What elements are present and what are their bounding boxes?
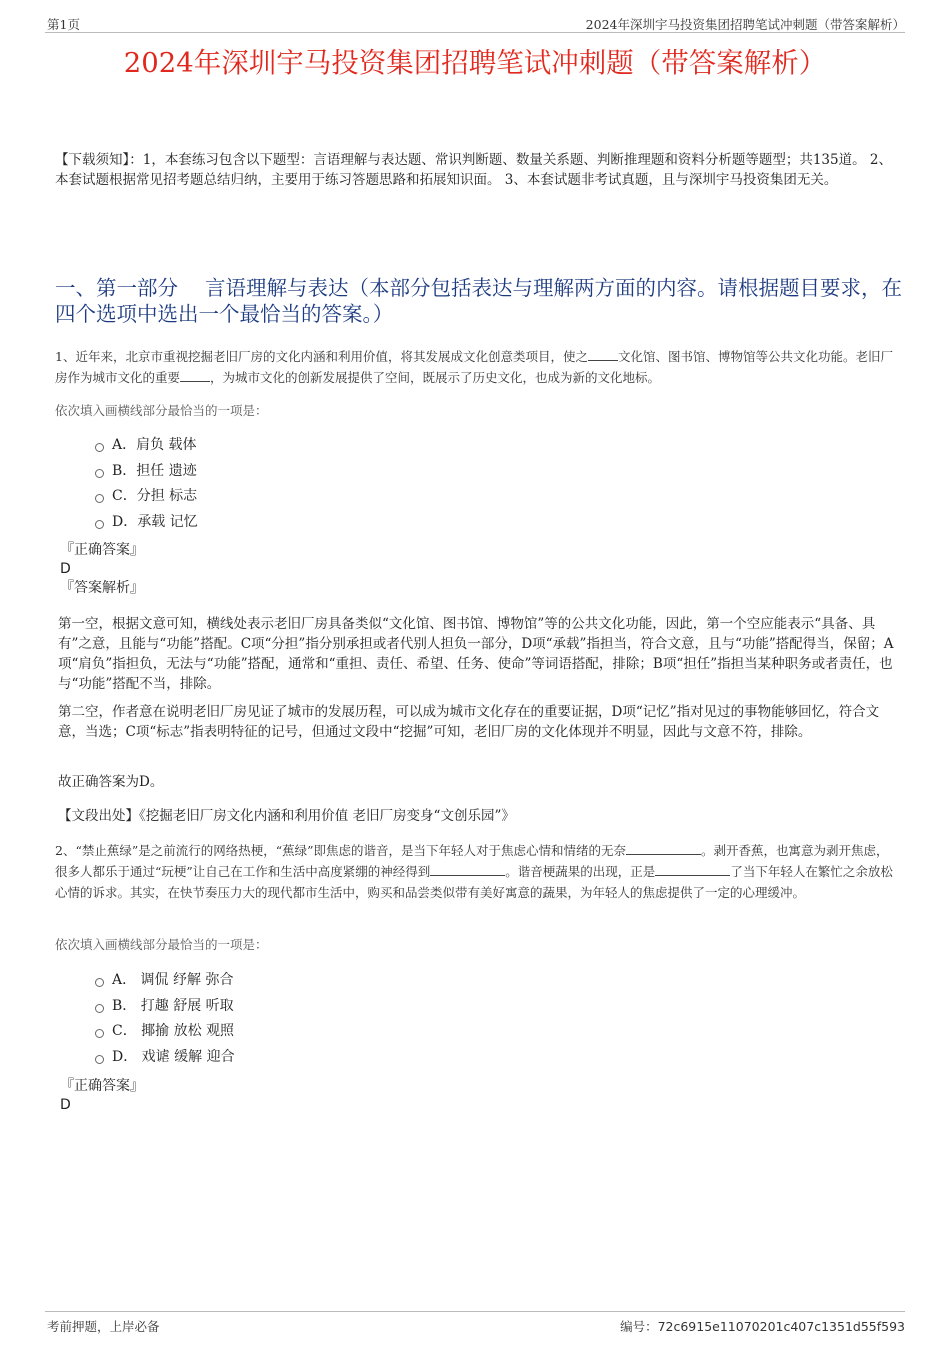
- question-1-options: [95, 433, 198, 535]
- answer-blank: [180, 369, 210, 382]
- answer-label: 『正确答案』: [60, 1078, 144, 1094]
- radio-icon[interactable]: [95, 1055, 104, 1064]
- page-header: [45, 12, 905, 33]
- download-notice: 【下载须知】：1，本套练习包含以下题型：言语理解与表达题、常识判断题、数量关系题、判断推理题和资料分析题等题型；共135道。 2、本套试题根据常见招考题总结归纳，主要用于练习答题思路和拓展知识面。 3、本套试题非考试真题，且与深圳宇马投资集团无关。: [55, 152, 892, 188]
- answer-blank: [588, 348, 618, 361]
- radio-icon[interactable]: [95, 494, 104, 503]
- analysis-paragraph: 第一空，根据文意可知，横线处表示老旧厂房具备类似“文化馆、图书馆、博物馆”等的公共文化功能，因此，第一个空应能表示“具备、具有”之意，且能与“功能”搭配。C项“分担”指分别承担或者代别人担负一部分，D项“承载”指担当，符合文意，且与“功能”搭配得当，保留；A项“肩负”指担负，无法与“功能”搭配，通常和“重担、责任、希望、任务、使命”等词语搭配，排除；B项“担任”指担当某种职务或者责任，也与“功能”搭配不当，排除。: [58, 616, 894, 692]
- option-c[interactable]: C．分担 标志: [95, 484, 198, 510]
- answer-label: 『正确答案』: [60, 542, 144, 558]
- question-2-answer: [60, 1077, 144, 1115]
- question-2-stem: 2、“禁止蕉绿”是之前流行的网络热梗，“蕉绿”即焦虑的谐音，是当下年轻人对于焦虑心情和情绪的无奈 。剥开香蕉，也寓意为剥开焦虑，很多人都乐于通过“玩梗”让自己在工作和生活中高度紧绷的神经得到 。谐音梗蔬果的出现，正是 了当下年轻人在繁忙之余放松心情的诉求。其实，在快节奏压力大的现代都市生活中，购买和品尝类似带有美好寓意的蔬果，为年轻人的焦虑提供了一定的心理缓冲。: [55, 843, 893, 900]
- radio-icon[interactable]: [95, 1029, 104, 1038]
- analysis-label: 『答案解析』: [60, 580, 144, 596]
- document-code: 编号：72c6915e11070201c407c1351d55f593: [620, 1319, 905, 1334]
- radio-icon[interactable]: [95, 520, 104, 529]
- answer-blank: [655, 863, 730, 876]
- header-doc-title: 2024年深圳宇马投资集团招聘笔试冲刺题（带答案解析）: [585, 17, 905, 32]
- option-c[interactable]: C． 揶揄 放松 观照: [95, 1019, 235, 1045]
- question-2-options: [95, 968, 235, 1070]
- radio-icon[interactable]: [95, 1004, 104, 1013]
- question-1-answer: [60, 541, 144, 598]
- option-b[interactable]: B．担任 遗迹: [95, 459, 198, 485]
- radio-icon[interactable]: [95, 978, 104, 987]
- analysis-conclusion: 故正确答案为D。: [58, 774, 164, 790]
- source-citation: 【文段出处】《挖掘老旧厂房文化内涵和利用价值 老旧厂房变身“文创乐园”》: [58, 808, 515, 824]
- page-number: 第1页: [47, 17, 80, 32]
- document-title: 2024年深圳宇马投资集团招聘笔试冲刺题（带答案解析）: [123, 47, 827, 79]
- radio-icon[interactable]: [95, 469, 104, 478]
- answer-value: D: [60, 561, 71, 577]
- option-a[interactable]: A． 调侃 纾解 弥合: [95, 968, 235, 994]
- option-b[interactable]: B． 打趣 舒展 听取: [95, 994, 235, 1020]
- answer-blank: [626, 842, 701, 855]
- question-1-prompt: 依次填入画横线部分最恰当的一项是：: [55, 403, 268, 418]
- footer-slogan: 考前押题，上岸必备: [47, 1319, 160, 1334]
- radio-icon[interactable]: [95, 443, 104, 452]
- section-heading: 一、第一部分 言语理解与表达（本部分包括表达与理解两方面的内容。请根据题目要求，在四个选项中选出一个最恰当的答案。）: [55, 276, 903, 326]
- option-d[interactable]: D．承载 记忆: [95, 510, 198, 536]
- question-2-prompt: 依次填入画横线部分最恰当的一项是：: [55, 937, 268, 952]
- option-d[interactable]: D． 戏谑 缓解 迎合: [95, 1045, 235, 1071]
- page-footer: [45, 1311, 905, 1338]
- analysis-paragraph: 第二空，作者意在说明老旧厂房见证了城市的发展历程，可以成为城市文化存在的重要证据，D项“记忆”指对见过的事物能够回忆，符合文意，当选；C项“标志”指表明特征的记号，但通过文段中“挖掘”可知，老旧厂房的文化体现并不明显，因此与文意不符，排除。: [58, 704, 880, 740]
- answer-blank: [430, 863, 505, 876]
- option-a[interactable]: A．肩负 载体: [95, 433, 198, 459]
- question-1-stem: 1、近年来，北京市重视挖掘老旧厂房的文化内涵和利用价值，将其发展成文化创意类项目，使之 文化馆、图书馆、博物馆等公共文化功能。老旧厂房作为城市文化的重要 ，为城市文化的创新发展提供了空间，既展示了历史文化，也成为新的文化地标。: [55, 349, 893, 385]
- answer-value: D: [60, 1097, 71, 1113]
